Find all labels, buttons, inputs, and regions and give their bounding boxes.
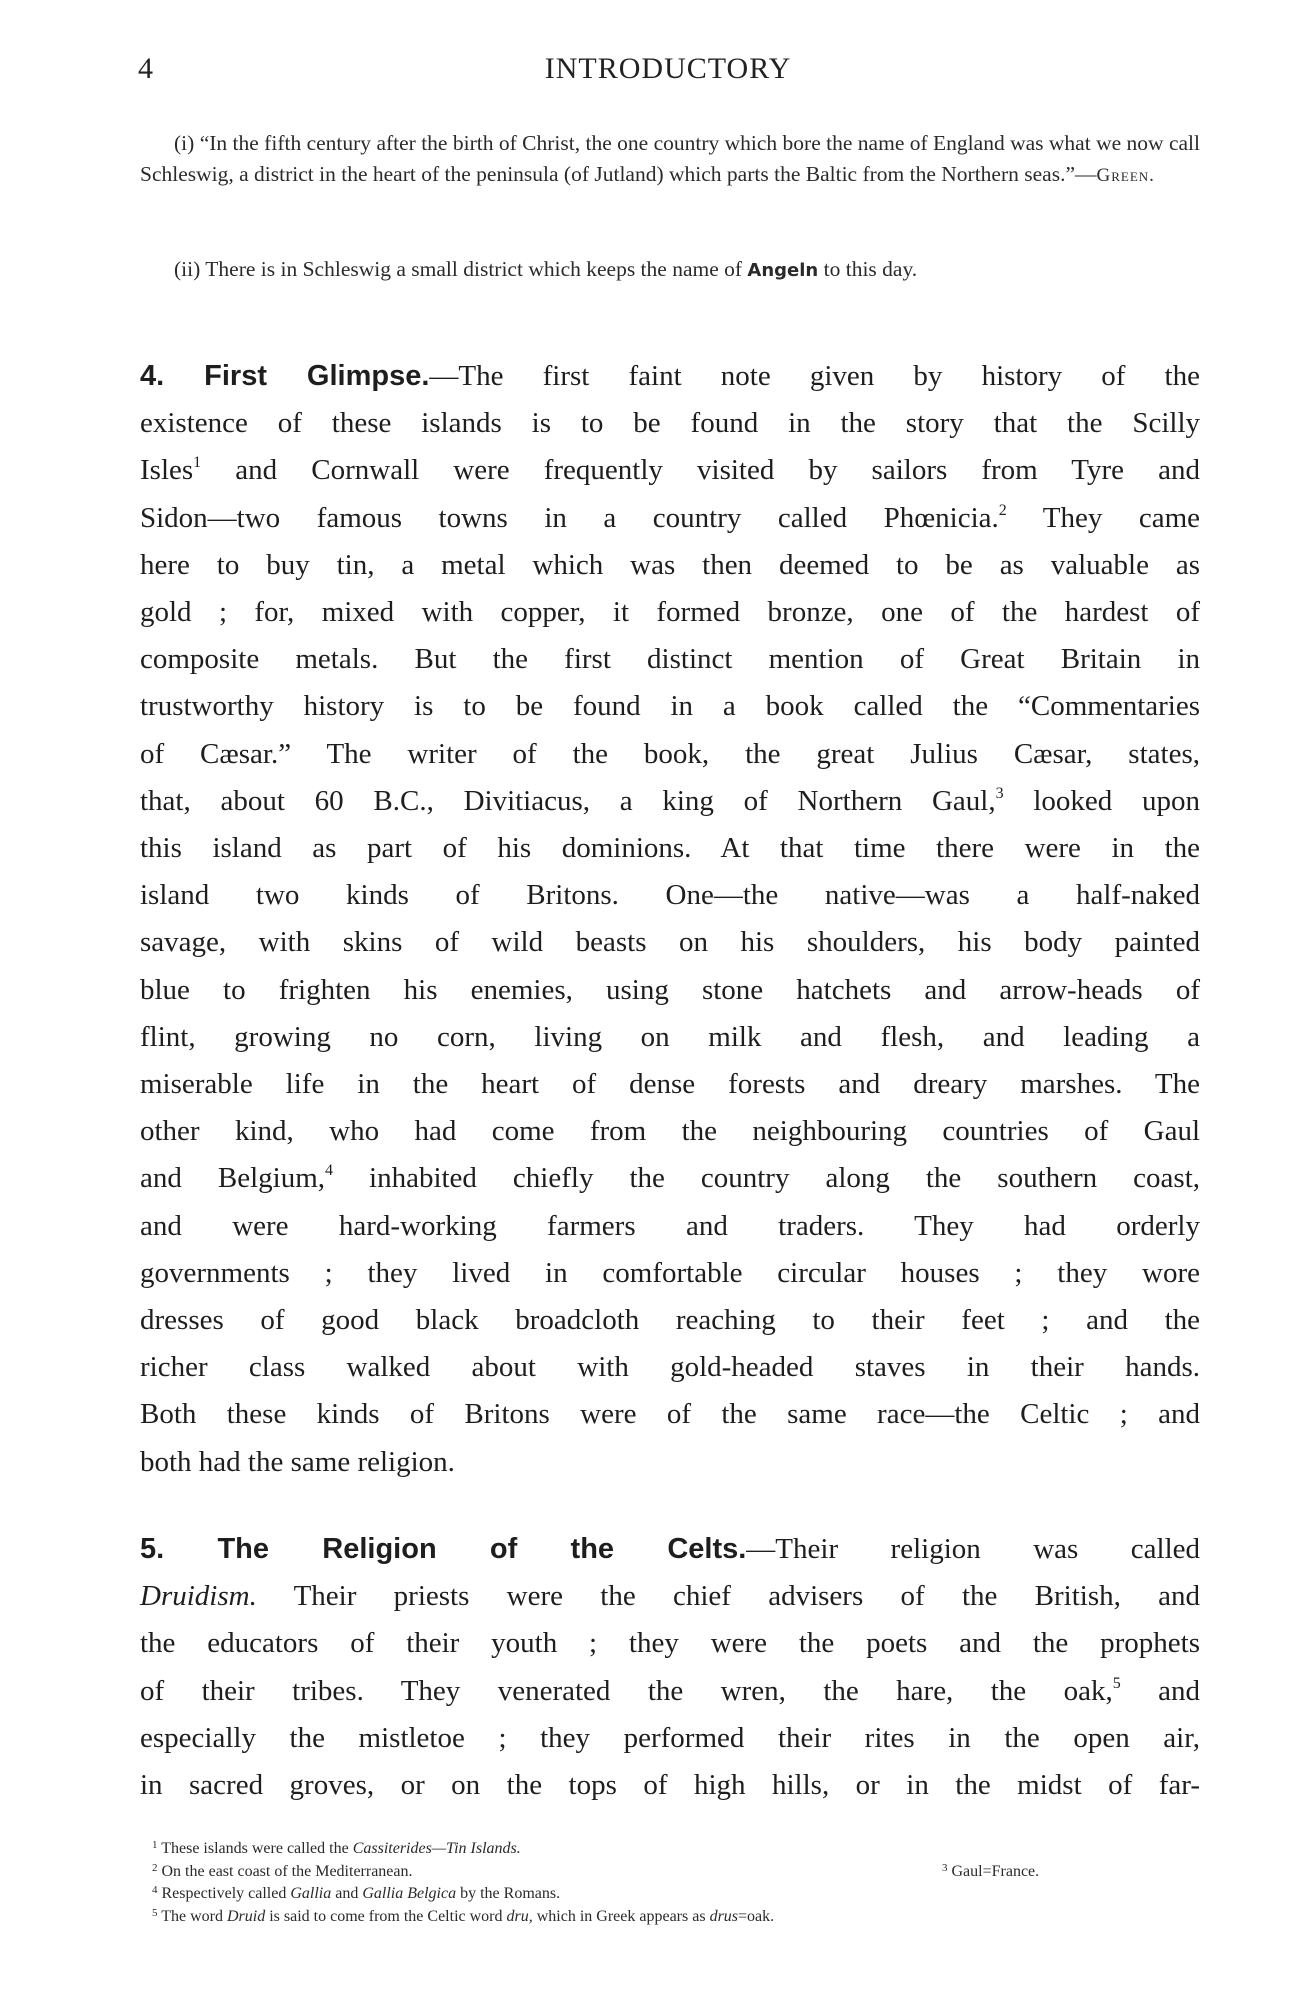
text-line: that, about 60 B.C., Divitiacus, a king of Northern Gaul,$^3$ looked upon <box>140 784 1201 817</box>
running-title: INTRODUCTORY <box>544 52 792 85</box>
text-line: Isles$^1$ and Cornwall were frequently visited by sailors from Tyre and <box>140 454 1201 487</box>
text-line: of their tribes. They venerated the wren, the hare, the oak,$^5$ and <box>140 1674 1200 1707</box>
text-line: savage, with skins of wild beasts on his shoulders, his body painted <box>140 926 1200 959</box>
text-line: both had the same religion. <box>140 1445 455 1478</box>
text-line: gold ; for, mixed with copper, it formed bronze, one of the hardest of <box>140 596 1200 629</box>
quote-ii-bold-word: Angeln <box>747 260 819 281</box>
section-5-heading: 5. The Religion of the Celts. <box>140 1533 747 1565</box>
text-line: and Belgium,$^4$ inhabited chiefly the country along the southern coast, <box>140 1162 1201 1195</box>
footnote-ref: 3 <box>995 784 1004 802</box>
text-line: blue to frighten his enemies, using stone hatchets and arrow-heads of <box>140 973 1200 1006</box>
text-line: this island as part of his dominions. At that time there were in the <box>140 832 1200 865</box>
text-line: dresses of good black broadcloth reaching to their feet ; and the <box>140 1304 1200 1337</box>
text-line: Sidon—two famous towns in a country called Phœnicia.$^2$ They came <box>140 501 1201 534</box>
quote-block-i <box>140 128 1200 191</box>
text-line: trustworthy history is to be found in a book called the “Commentaries <box>140 690 1200 723</box>
text-line: richer class walked about with gold-headed staves in their hands. <box>140 1351 1200 1384</box>
quote-ii-body-end: to this day. <box>823 257 918 281</box>
text-line: governments ; they lived in comfortable circular houses ; they wore <box>140 1256 1200 1289</box>
footnote-ref: 4 <box>325 1162 334 1180</box>
page-number: 4 <box>138 52 153 85</box>
text-line: composite metals. But the first distinct mention of Great Britain in <box>140 643 1200 676</box>
era-abbrev: B.C. <box>373 784 427 817</box>
text-line: Both these kinds of Britons were of the same race—the Celtic ; and <box>140 1398 1200 1431</box>
footnote-5: $^5$ The word Druid is said to come from the Celtic word dru, which in Greek appears as drus=oak. <box>152 1906 775 1925</box>
footnote-ref: 1 <box>193 454 202 472</box>
text-line: island two kinds of Britons. One—the native—was a half-naked <box>140 879 1200 912</box>
footnote-3: $^3$ Gaul=France. <box>942 1861 1040 1880</box>
text-line: Druidism. Their priests were the chief advisers of the British, and <box>140 1580 1201 1613</box>
running-header <box>138 52 1198 92</box>
text-line: especially the mistletoe ; they performed their rites in the open air, <box>140 1721 1200 1754</box>
quote-i-marker: (i) <box>174 131 195 155</box>
quote-block-ii <box>140 254 1200 286</box>
quote-ii-body: There is in Schleswig a small district which keeps the name of <box>205 257 743 281</box>
text-line: the educators of their youth ; they were the poets and the prophets <box>140 1627 1200 1660</box>
text-line: 5. The Religion of the Celts.—Their religion was called <box>140 1533 1200 1565</box>
footnote-ref: 5 <box>1112 1674 1121 1692</box>
footnotes <box>152 1838 1172 1928</box>
text-line: miserable life in the heart of dense forests and dreary marshes. The <box>140 1068 1200 1101</box>
text-line: in sacred groves, or on the tops of high hills, or in the midst of far- <box>140 1769 1200 1802</box>
text-line: existence of these islands is to be found in the story that the Scilly <box>140 407 1200 440</box>
text-line: 4. First Glimpse.—The first faint note given by history of the <box>140 360 1200 392</box>
footnote-ref: 2 <box>998 501 1007 519</box>
quote-i-author: Green. <box>1096 165 1155 186</box>
section-5-paragraph <box>140 1526 1200 1809</box>
text-line: of Cæsar.” The writer of the book, the great Julius Cæsar, states, <box>140 737 1200 770</box>
druidism-term: Druidism. <box>140 1580 257 1613</box>
text-line: here to buy tin, a metal which was then deemed to be as valuable as <box>140 548 1200 581</box>
section-4-paragraph <box>140 353 1200 1486</box>
footnote-4: $^4$ Respectively called Gallia and Gallia Belgica by the Romans. <box>152 1884 561 1902</box>
quote-ii-marker: (ii) <box>174 257 201 281</box>
text-line: other kind, who had come from the neighbouring countries of Gaul <box>140 1115 1200 1148</box>
quote-i-text <box>140 128 1200 191</box>
quote-i-body: “In the fifth century after the birth of Christ, the one country which bore the name of England was what we now call Schleswig, a district in the heart of the peninsula (of Jutland) which parts the Baltic from the Northern seas.”— <box>140 131 1200 186</box>
text-line: and were hard-working farmers and traders. They had orderly <box>140 1209 1200 1242</box>
section-4-heading: 4. First Glimpse. <box>140 360 430 392</box>
footnote-1: $^1$ These islands were called the Cassiterides—Tin Islands. <box>152 1839 521 1857</box>
text-line: flint, growing no corn, living on milk and flesh, and leading a <box>140 1020 1200 1053</box>
quote-ii-text <box>140 254 1200 286</box>
footnote-2: $^2$ On the east coast of the Mediterranean. $^3$ Gaul=France. <box>152 1861 1172 1884</box>
